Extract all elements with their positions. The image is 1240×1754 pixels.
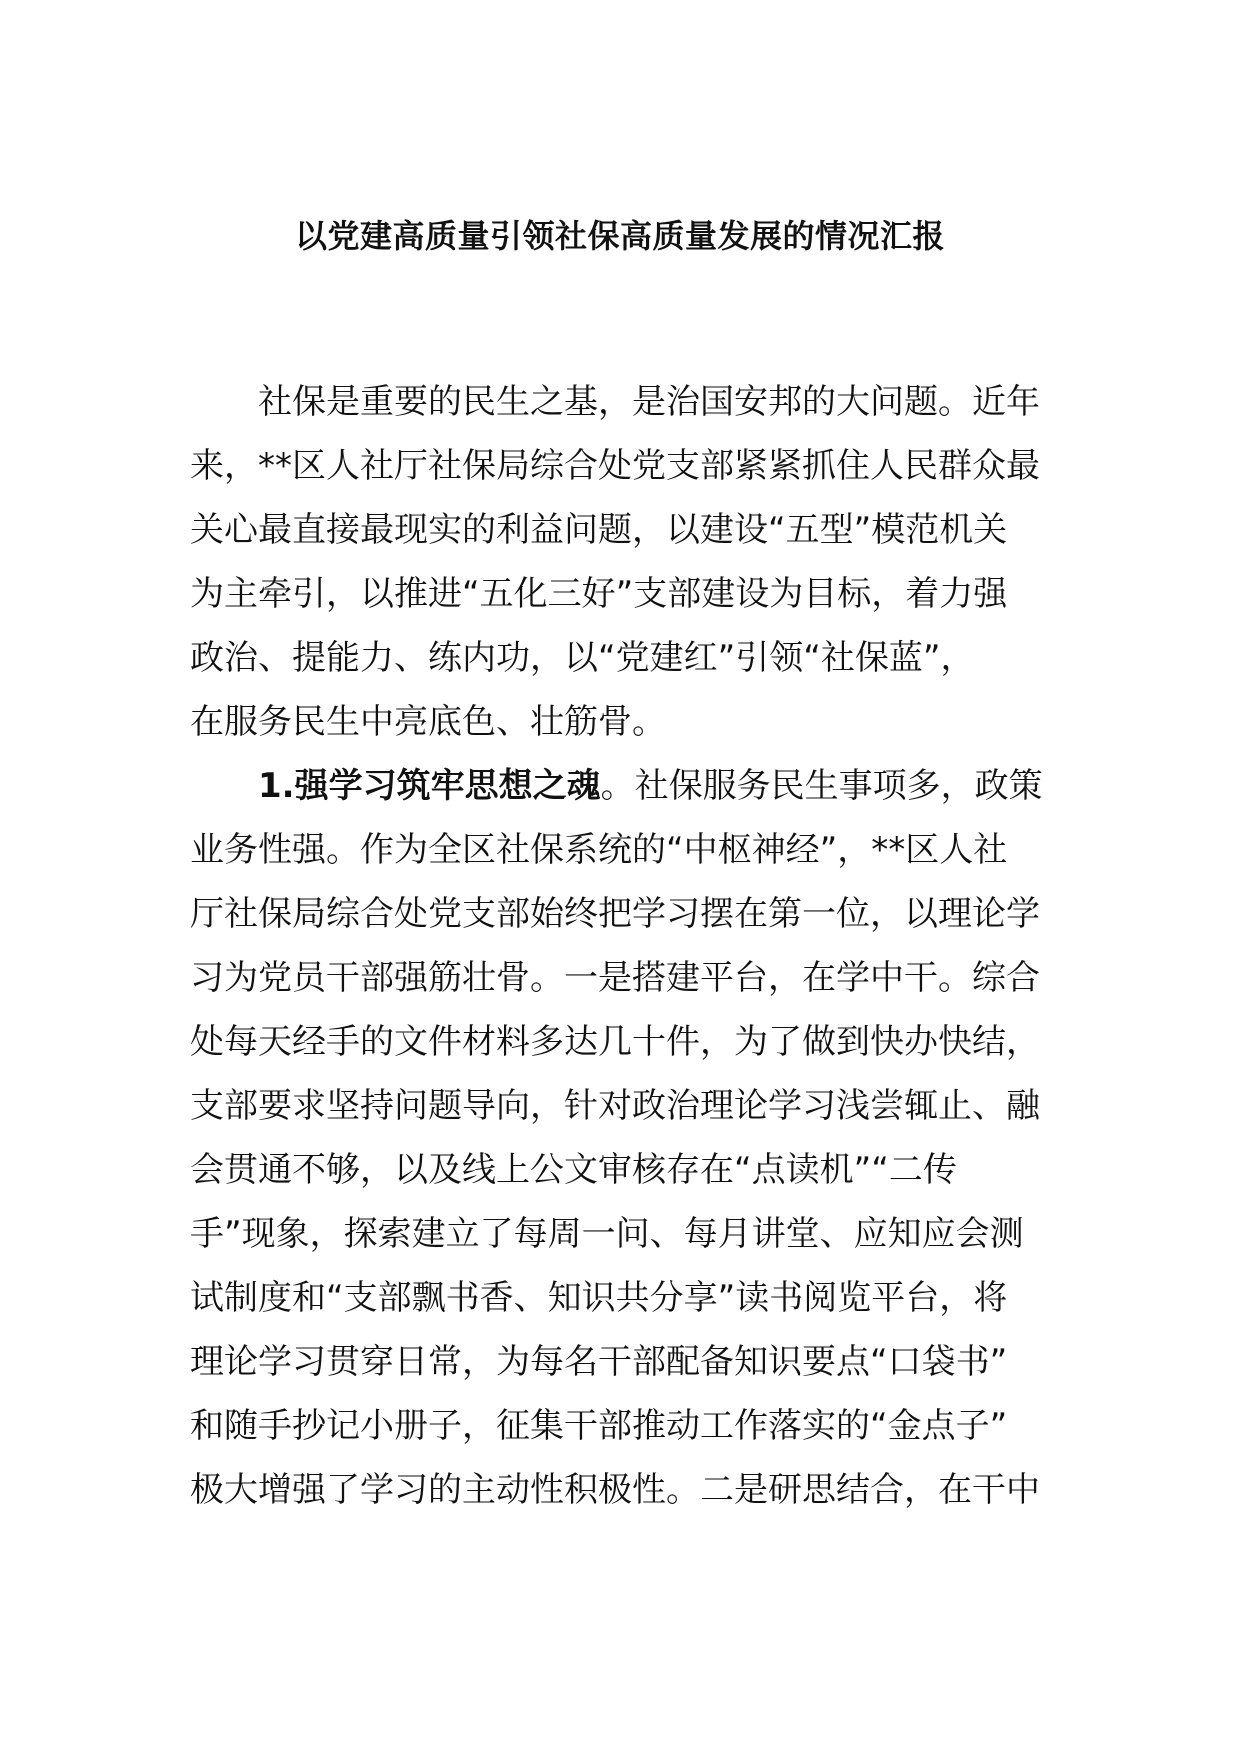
paragraph-line: 为主牵引，以推进“五化三好”支部建设为目标，着力强: [190, 574, 1008, 614]
paragraph-line: 支部要求坚持问题导向，针对政治理论学习浅尝辄止、融: [190, 1086, 1040, 1126]
section-first-line: [190, 754, 1060, 818]
paragraph-line: 极大增强了学习的主动性积极性。二是研思结合，在干中: [190, 1470, 1040, 1510]
paragraph-line: 理论学习贯穿日常，为每名干部配备知识要点“口袋书”: [190, 1342, 1008, 1382]
paragraph-line: 习为党员干部强筋壮骨。一是搭建平台，在学中干。综合: [190, 958, 1040, 998]
paragraph-line: 手”现象，探索建立了每周一问、每月讲堂、应知应会测: [190, 1214, 1024, 1254]
paragraph-line: 会贯通不够，以及线上公文审核存在“点读机”“二传: [190, 1150, 957, 1190]
paragraph-line: 处每天经手的文件材料多达几十件，为了做到快办快结，: [190, 1022, 1040, 1062]
section-heading: 1.强学习筑牢思想之魂: [258, 766, 601, 806]
section-first-line-text: 。社保服务民生事项多，政策: [600, 766, 1043, 806]
paragraph-line: 政治、提能力、练内功，以“党建红”引领“社保蓝”，: [190, 638, 975, 678]
paragraph-line: 业务性强。作为全区社保系统的“中枢神经”，**区人社: [190, 830, 1008, 870]
paragraph-line: 关心最直接最现实的利益问题，以建设“五型”模范机关: [190, 510, 1008, 550]
document-body: [190, 370, 1060, 1522]
document-title: 以党建高质量引领社保高质量发展的情况汇报: [294, 217, 945, 255]
paragraph-line: 社保是重要的民生之基，是治国安邦的大问题。近年: [258, 382, 1040, 422]
paragraph-line: 在服务民生中亮底色、壮筋骨。: [190, 702, 666, 742]
paragraph-line: 试制度和“支部飘书香、知识共分享”读书阅览平台，将: [190, 1278, 1008, 1318]
paragraph-line: 来，**区人社厅社保局综合处党支部紧紧抓住人民群众最: [190, 446, 1040, 486]
paragraph-line: 厅社保局综合处党支部始终把学习摆在第一位，以理论学: [190, 894, 1040, 934]
paragraph-line: 和随手抄记小册子，征集干部推动工作落实的“金点子”: [190, 1406, 1008, 1446]
